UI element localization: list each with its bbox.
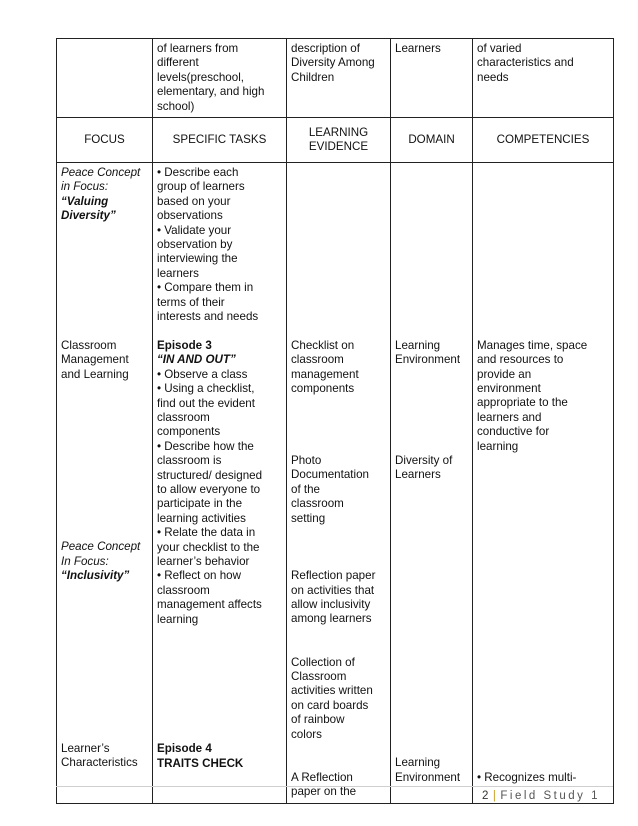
header-domain: DOMAIN	[391, 118, 473, 163]
course-title: Field Study 1	[500, 790, 600, 802]
page-footer	[482, 790, 600, 802]
top-competency-cell: of varied characteristics and needs	[473, 39, 614, 118]
top-domain-cell: Learners	[391, 39, 473, 118]
episode-4-title: TRAITS CHECK	[157, 756, 244, 770]
header-specific-tasks: SPECIFIC TASKS	[153, 118, 287, 163]
competency-cell: Manages time, space and resources to provide an environment appropriate to the learners and conductive for learning • Recognizes multi-	[473, 163, 614, 804]
footer-rule	[56, 786, 613, 787]
domain-cell: Learning Environment Diversity of Learners Learning Environment	[391, 163, 473, 804]
header-competencies: COMPETENCIES	[473, 118, 614, 163]
field-study-table	[56, 38, 614, 804]
header-learning-evidence: LEARNING EVIDENCE	[287, 118, 391, 163]
header-row	[57, 118, 614, 163]
header-focus: FOCUS	[57, 118, 153, 163]
top-focus-cell	[57, 39, 153, 118]
tasks-cell: • Describe each group of learners based on your observations • Validate your observation by interviewing the learners • Compare them in terms of their interests and needs Episode 3 “IN AND OUT” • Observe a class • Using a checklist, find out the evident classroom components • Describe how the classroom is structured/ designed to allow everyone to participate in the learning activities • Relate the data in your checklist to the learner’s behavior • Reflect on how classroom management affects learning Episode 4 TRAITS CHECK	[153, 163, 287, 804]
continuation-row	[57, 39, 614, 118]
top-tasks-text: of learners from different levels(preschool, elementary, and high school)	[157, 42, 265, 113]
episode-4-label: Episode 4	[157, 742, 212, 756]
footer-separator: |	[492, 790, 497, 802]
page-number: 2	[481, 790, 489, 802]
focus-cell: Peace Concept in Focus: “Valuing Diversity” Classroom Management and Learning Peace Concept In Focus: “Inclusivity” Learner’s Characteristics	[57, 163, 153, 804]
top-tasks-cell	[153, 39, 287, 118]
evidence-cell: Checklist on classroom management components Photo Documentation of the classroom setting Reflection paper on activities that allow inclusivity among learners Collection of Classroom activities written on card boards of rainbow colors A Reflection paper on the	[287, 163, 391, 804]
top-evidence-cell: description of Diversity Among Children	[287, 39, 391, 118]
episode-3-title: “IN AND OUT”	[157, 353, 236, 367]
episode-3-label: Episode 3	[157, 338, 212, 352]
main-row	[57, 163, 614, 804]
